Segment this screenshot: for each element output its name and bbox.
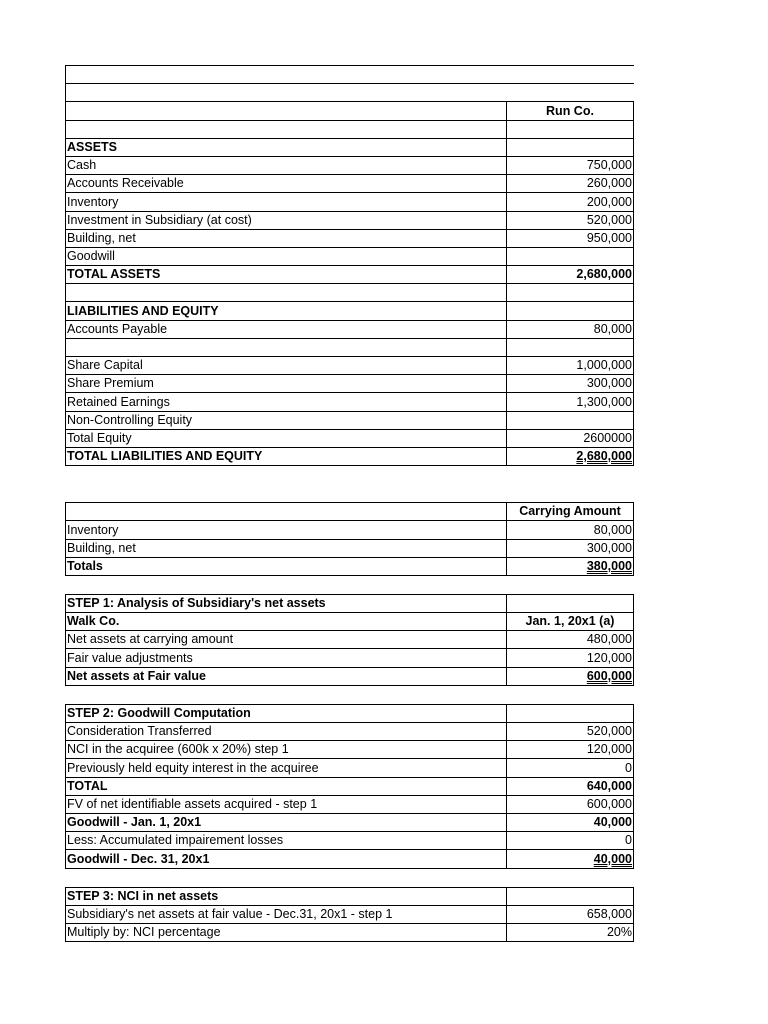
row-label: Fair value adjustments — [66, 649, 507, 667]
table-row — [66, 393, 634, 411]
step1-title: STEP 1: Analysis of Subsidiary's net assets — [66, 594, 507, 612]
row-label: Non-Controlling Equity — [66, 411, 507, 429]
table-row — [66, 795, 634, 813]
row-value: 200,000 — [507, 193, 634, 211]
table-row — [66, 905, 634, 923]
total-row — [66, 850, 634, 868]
balance-sheet-table — [65, 65, 634, 466]
table-row — [66, 631, 634, 649]
carrying-amount-table — [65, 502, 634, 576]
row-label: Share Capital — [66, 357, 507, 375]
step1-total-value: 600,000 — [586, 668, 632, 683]
table-row — [66, 193, 634, 211]
row-label: FV of net identifiable assets acquired - step 1 — [66, 795, 507, 813]
table-row — [66, 723, 634, 741]
table-row — [66, 429, 634, 447]
table-row — [66, 923, 634, 941]
row-value: 0 — [507, 832, 634, 850]
step2-table — [65, 704, 634, 869]
total-assets-label: TOTAL ASSETS — [66, 266, 507, 284]
step1-table — [65, 594, 634, 686]
section-heading-row — [66, 302, 634, 320]
title-row — [66, 704, 634, 722]
table-row — [66, 156, 634, 174]
row-label: Total Equity — [66, 429, 507, 447]
row-label: Accounts Payable — [66, 320, 507, 338]
spacer — [65, 466, 633, 502]
table-row — [66, 539, 634, 557]
blank-row — [66, 338, 634, 356]
step2-total-label: Goodwill - Dec. 31, 20x1 — [66, 850, 507, 868]
step3-table — [65, 887, 634, 943]
blank-row — [66, 284, 634, 302]
blank-row — [66, 120, 634, 138]
row-value: 950,000 — [507, 229, 634, 247]
row-value: 300,000 — [507, 375, 634, 393]
row-value: 480,000 — [507, 631, 634, 649]
table-row — [66, 211, 634, 229]
total-liab-equity-value: 2,680,000 — [576, 449, 632, 464]
table-row — [66, 777, 634, 795]
row-label: TOTAL — [66, 777, 507, 795]
row-label: Multiply by: NCI percentage — [66, 923, 507, 941]
row-value: 600,000 — [507, 795, 634, 813]
step1-date-header: Jan. 1, 20x1 (a) — [507, 613, 634, 631]
table-row — [66, 813, 634, 831]
section-heading-row — [66, 138, 634, 156]
blank-row — [66, 84, 634, 102]
column-header: Run Co. — [507, 102, 634, 120]
row-label: Inventory — [66, 193, 507, 211]
step2-title: STEP 2: Goodwill Computation — [66, 704, 507, 722]
row-label: Accounts Receivable — [66, 175, 507, 193]
table-row — [66, 247, 634, 265]
table-row — [66, 759, 634, 777]
liabilities-heading: LIABILITIES AND EQUITY — [66, 302, 507, 320]
row-label: Less: Accumulated impairement losses — [66, 832, 507, 850]
table-row — [66, 175, 634, 193]
step1-company: Walk Co. — [66, 613, 507, 631]
row-value: 0 — [507, 759, 634, 777]
row-label: Goodwill - Jan. 1, 20x1 — [66, 813, 507, 831]
carrying-amount-header: Carrying Amount — [507, 503, 634, 521]
table-row — [66, 741, 634, 759]
row-label: Previously held equity interest in the acquiree — [66, 759, 507, 777]
row-label: NCI in the acquiree (600k x 20%) step 1 — [66, 741, 507, 759]
row-value: 520,000 — [507, 211, 634, 229]
table-row — [66, 357, 634, 375]
spacer — [65, 576, 633, 594]
row-value: 520,000 — [507, 723, 634, 741]
spacer — [65, 869, 633, 887]
row-label: Subsidiary's net assets at fair value - Dec.31, 20x1 - step 1 — [66, 905, 507, 923]
header-row — [66, 503, 634, 521]
spreadsheet — [65, 65, 633, 942]
totals-label: Totals — [66, 557, 507, 575]
total-row — [66, 266, 634, 284]
row-label: Goodwill — [66, 247, 507, 265]
total-liab-equity-label: TOTAL LIABILITIES AND EQUITY — [66, 447, 507, 465]
row-label: Building, net — [66, 229, 507, 247]
row-value: 80,000 — [507, 521, 634, 539]
totals-value: 380,000 — [586, 558, 632, 573]
row-label: Building, net — [66, 539, 507, 557]
total-assets-value: 2,680,000 — [507, 266, 634, 284]
row-value: 750,000 — [507, 156, 634, 174]
header-row — [66, 613, 634, 631]
total-row — [66, 447, 634, 465]
spacer — [65, 686, 633, 704]
step3-title: STEP 3: NCI in net assets — [66, 887, 507, 905]
table-row — [66, 521, 634, 539]
total-row — [66, 667, 634, 685]
row-value: 260,000 — [507, 175, 634, 193]
row-value: 80,000 — [507, 320, 634, 338]
row-label: Inventory — [66, 521, 507, 539]
row-value: 120,000 — [507, 649, 634, 667]
table-row — [66, 320, 634, 338]
row-value: 20% — [507, 923, 634, 941]
title-row — [66, 887, 634, 905]
step2-total-value: 40,000 — [593, 851, 632, 866]
row-value: 120,000 — [507, 741, 634, 759]
row-value: 640,000 — [507, 777, 634, 795]
total-row — [66, 557, 634, 575]
table-row — [66, 411, 634, 429]
row-label: Consideration Transferred — [66, 723, 507, 741]
assets-heading: ASSETS — [66, 138, 507, 156]
row-value — [507, 411, 634, 429]
title-row — [66, 594, 634, 612]
row-value: 1,000,000 — [507, 357, 634, 375]
table-row — [66, 832, 634, 850]
header-row — [66, 102, 634, 120]
table-row — [66, 649, 634, 667]
row-label: Share Premium — [66, 375, 507, 393]
row-label: Retained Earnings — [66, 393, 507, 411]
table-row — [66, 375, 634, 393]
table-row — [66, 229, 634, 247]
row-value: 2600000 — [507, 429, 634, 447]
row-value: 658,000 — [507, 905, 634, 923]
blank-row — [66, 66, 634, 84]
step1-total-label: Net assets at Fair value — [66, 667, 507, 685]
row-label: Investment in Subsidiary (at cost) — [66, 211, 507, 229]
row-value: 300,000 — [507, 539, 634, 557]
row-value — [507, 247, 634, 265]
row-value: 1,300,000 — [507, 393, 634, 411]
row-value: 40,000 — [507, 813, 634, 831]
row-label: Cash — [66, 156, 507, 174]
row-label: Net assets at carrying amount — [66, 631, 507, 649]
